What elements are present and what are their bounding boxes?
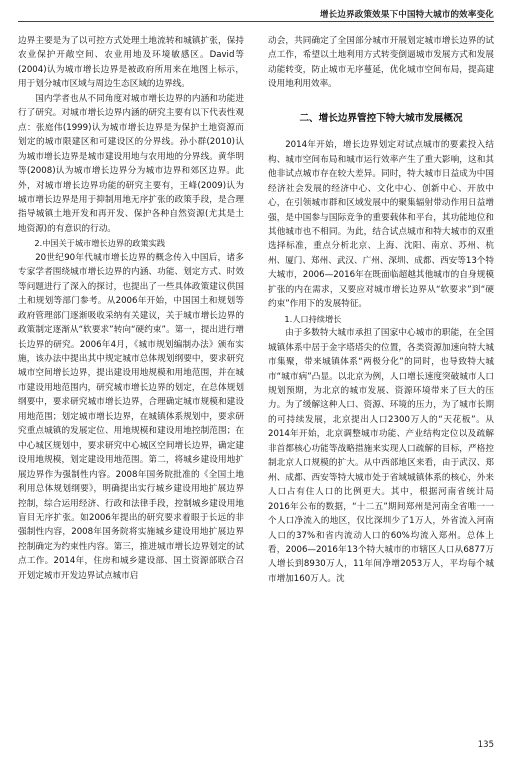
right-column (268, 34, 494, 586)
section-heading: 二、增长边界管控下特大城市发展概况 (299, 112, 463, 124)
subsection-heading: 1.人口持续增长 (284, 313, 342, 324)
paragraph: 20世纪90年代城市增长边界的概念传入中国后，诸多专家学者围绕城市增长边界的内涵、功能、划定方式、时效等问题进行了深入的探讨，也提出了一些具体政策建议供国土和规划等部门参考。从2006年开始，中国国土和规划等政府管理部门逐渐吸收采纳有关建议，关于城市增长边界的政策制定逐渐从“软要求”转向“硬约束”。第一，提出进行增长边界的研究。2006年4月，《城市规划编制办法》颁布实施，该办法中提出其中规定城市总体规划纲要中，要求研究城市空间增长边界，提出建设用地规模和用地范围，并在城市建设用地范围内，研究城市增长边界的划定，在总体规划纲要中，要求研究城市增长边界，合理确定城市规模和建设用地范围；划定城市增长边界，在城镇体系规划中，要求研究重点城镇的发展定位、用地规模和建设用地控制范围；在中心城区规划中，要求研究中心城区空间增长边界，确定建设用地规模，划定建设用地范围。第二，将城乡建设用地扩展边界作为强制性内容。2008年国务院批准的《全国土地利用总体规划纲要》，明确提出实行城乡建设用地扩展边界控制，综合运用经济、行政和法律手段，控制城乡建设用地盲目无序扩张。如2006年提出的研究要求着眼于长远的非强制性内容，2008年国务院将实施城乡建设用地扩展边界控制确定为约束性内容。第三，推进城市增长边界划定的试点工作。2014年，住房和城乡建设部、国土资源部联合召开划定城市开发边界试点城市启 (18, 252, 244, 581)
paragraph: 2014年开始，增长边界划定对试点城市的要素投入结构、城市空间布局和城市运行效率产生了重大影响，这和其他非试点城市存在较大差异。同时，特大城市日益成为中国经济社会发展的经济中心、文化中心、创新中心、开放中心，在引领城市群和区域发展中的聚集辐射带动作用日益增强，是中国参与国际竞争的重要载体和平台，其功能地位和其他城市也不相同。为此，结合试点城市和特大城市的双重选择标准，重点分析北京、上海、沈阳、南京、苏州、杭州、厦门、郑州、武汉、广州、深圳、成都、西安等13个特大城市，2006—2016年在既面临超越其他城市的自身规模扩张的内在需求，又要应对城市增长边界从“软要求”到“硬约束”作用下的发展特征。 (268, 140, 494, 310)
paragraph: 由于多数特大城市承担了国家中心城市的职能，在全国城镇体系中居于金字塔塔尖的位置，各类资源加速向特大城市集聚，带来城镇体系“两极分化”的同时，也导致特大城市“城市病”凸显。以北京为例，人口增长速度突破城市人口规划预期，为北京的城市发展、资源环境带来了巨大的压力。为了缓解这种人口、资源、环境的压力，为了城市长期的可持续发展，北京提出人口2300万人的“天花板”。从2014年开始，北京调整城市功能、产业结构定位以及疏解非首都核心功能等战略措施来实现人口疏解的目标，严格控制北京人口规模的扩大。从中西部地区来看，由于武汉、郑州、成都、西安等特大城市处于省域城镇体系的核心，外来人口占有住人口的比例更大。其中，根据河南省统计局2016年公布的数据，“十二五”期间郑州是河南全省唯一一个人口净流入的地区，仅比深圳少了1万人，外省流入河南人口的37%和省内流动人口的60%均流入郑州。总体上看，2006—2016年13个特大城市的市辖区人口从6877万人增长到8930万人，11年间净增2053万人，平均每个城市增加160万人。沈 (268, 328, 494, 584)
header-divider (18, 21, 494, 22)
paragraph: 边界主要是为了以可控方式处理土地流转和城镇扩张，保持农业保护开敞空间、农业用地及环境敏感区。David等(2004)认为城市增长边界是被政府所用来在地图上标示，用于划分城市区域与周边生态区域的边界线。 (18, 36, 244, 90)
paragraph: 国内学者也从不同角度对城市增长边界的内涵和功能进行了研究。对城市增长边界内涵的研究主要有以下代表性观点：张庭伟(1999)认为城市增长边界是为保护土地资源而划定的城市限建区和可建设区的分界线。孙小群(2010)认为城市增长边界是城市建设用地与农用地的分界线。黄华明等(2008)认为城市增长边界分为城市边界和郊区边界。此外，对城市增长边界功能的研究主要有，王峰(2009)认为城市增长边界是用于抑制用地无序扩张的政策手段，是合理指导城镇土地开发和再开发、保护各种自然资源(尤其是土地资源)的有意识的行动。 (18, 93, 244, 234)
running-header: 增长边界政策效果下中国特大城市的效率变化 (319, 10, 494, 20)
page-number: 135 (477, 740, 494, 750)
paragraph: 动会，共同确定了全国部分城市开展划定城市增长边界的试点工作，希望以土地利用方式转变倒逼城市发展方式和发展动能转变，防止城市无序蔓延，优化城市空间布局，提高建设用地利用效率。 (268, 36, 494, 90)
left-column (18, 34, 244, 583)
subsection-heading: 2.中国关于城市增长边界的政策实践 (34, 238, 166, 249)
